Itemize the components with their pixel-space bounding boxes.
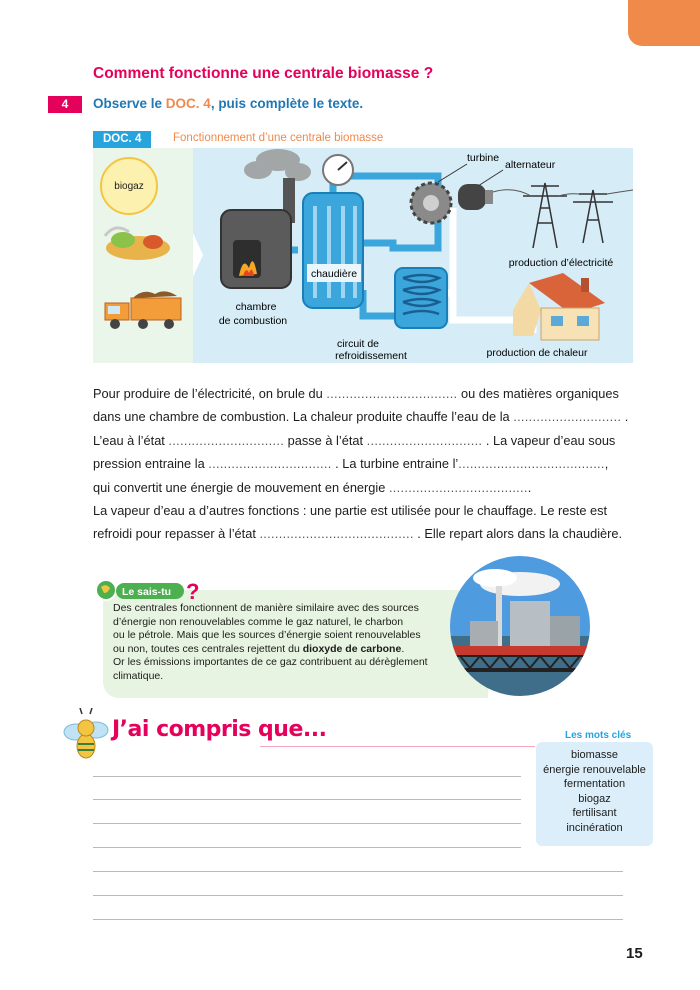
blank-3[interactable]: .............................. (168, 432, 285, 448)
blank-7[interactable]: .................................... (388, 479, 528, 495)
answer-line-7[interactable] (93, 919, 623, 920)
power-plant-photo (450, 556, 590, 696)
text-segment: . (401, 642, 405, 655)
text-segment: . (621, 409, 629, 425)
sais-tu-line: ou le pétrole. Mais que les sources d’énergie soient renouvelables (113, 629, 421, 641)
question-text (93, 96, 363, 111)
blank-2[interactable]: ............................ (513, 409, 622, 425)
answer-line-2[interactable] (93, 799, 521, 800)
keywords-title: Les mots clés (565, 730, 632, 741)
text-segment: dans une chambre de combustion. La chaleur produite chauffe l’eau de la (93, 409, 514, 425)
sais-tu-line: climatique. (113, 669, 164, 682)
blank-8[interactable]: ........................................ (259, 526, 414, 542)
blank-4[interactable]: .............................. (366, 432, 483, 448)
label-biogaz: biogaz (114, 181, 144, 192)
text-segment: pression entraine la (93, 456, 209, 472)
label-chambre-1: chambre (235, 301, 277, 313)
answer-line-4[interactable] (93, 847, 521, 848)
biomass-plant-diagram (93, 148, 633, 363)
keyword-item: biogaz (578, 792, 611, 805)
sais-tu-line: d’énergie non renouvelables comme le gaz naturel, le charbon (113, 615, 404, 628)
text-line-1 (93, 382, 638, 405)
label-circuit-2: refroidissement (335, 350, 407, 362)
text-line-4 (93, 452, 638, 475)
text-segment: . (527, 479, 532, 495)
blank-6[interactable]: ...................................... (458, 456, 605, 472)
bee-mascot-icon (62, 708, 110, 764)
text-line-2 (93, 405, 638, 428)
text-segment: passe à l’état (284, 432, 367, 448)
label-alternateur: alternateur (505, 159, 556, 171)
text-segment: ou non, toutes ces centrales rejettent du (113, 642, 303, 655)
doc-caption: Fonctionnement d’une centrale biomasse (173, 132, 384, 144)
label-production-electricite: production d’électricité (508, 257, 614, 269)
question-mark-icon: ? (186, 579, 200, 603)
sais-tu-line: Or les émissions importantes de ce gaz contribuent au dérèglement (113, 656, 428, 668)
text-segment: Pour produire de l’électricité, on brule du (93, 386, 327, 401)
answer-line-5[interactable] (93, 871, 623, 872)
doc-label: DOC. 4 (93, 131, 151, 149)
page-number: 15 (626, 945, 643, 962)
sais-tu-text (113, 602, 473, 683)
text-line-3 (93, 429, 638, 452)
label-chaudiere: chaudière (310, 268, 358, 280)
keyword-item: énergie renouvelable (543, 763, 646, 776)
question-number: 4 (48, 96, 82, 113)
blank-1[interactable]: .................................. (326, 386, 458, 401)
keyword-item: biomasse (570, 749, 619, 761)
title-underline (260, 746, 535, 747)
text-line-7 (93, 522, 638, 545)
corner-tab (628, 0, 700, 46)
label-chambre-2: de combustion (218, 315, 288, 327)
text-segment: ou des matières organiques (457, 386, 619, 401)
answer-line-1[interactable] (93, 776, 521, 777)
turbine (411, 183, 451, 223)
fill-in-text (93, 382, 638, 546)
keyword-item: incinération (566, 821, 623, 834)
text-segment: . La vapeur d’eau sous (482, 432, 616, 448)
question-text-after: , puis complète le texte. (210, 96, 364, 111)
sais-tu-title: Le sais-tu (122, 586, 172, 598)
text-line-6: La vapeur d’eau a d’autres fonctions : une partie est utilisée pour le chauffage. Le reste est (93, 503, 608, 519)
text-segment: qui convertit une énergie de mouvement en énergie (93, 479, 389, 495)
keyword-item: fermentation (563, 778, 626, 791)
answer-line-6[interactable] (93, 895, 623, 896)
sais-tu-line (113, 643, 473, 657)
question-doc-ref: DOC. 4 (165, 96, 211, 111)
text-segment: refroidi pour repasser à l’état (93, 526, 260, 542)
text-segment: L’eau à l’état (93, 432, 169, 448)
section-title: Comment fonctionne une centrale biomasse ? (93, 65, 434, 82)
sais-tu-badge (94, 577, 204, 603)
label-turbine: turbine (466, 152, 500, 164)
label-circuit-1: circuit de (336, 338, 380, 350)
text-line-5 (93, 476, 638, 499)
text-segment: . Elle repart alors dans la chaudière. (413, 526, 623, 542)
answer-line-3[interactable] (93, 823, 521, 824)
keywords-box (536, 742, 653, 846)
highlight-co2: dioxyde de carbone (302, 642, 402, 655)
keyword-item: fertilisant (572, 807, 617, 820)
question-text-before: Observe le (93, 96, 166, 111)
label-production-chaleur: production de chaleur (486, 347, 588, 359)
text-segment: . La turbine entraine l’ (331, 456, 459, 472)
text-segment: , (604, 456, 609, 472)
compris-title: J’ai compris que... (112, 717, 327, 742)
blank-5[interactable]: ................................ (208, 456, 332, 472)
sais-tu-line: Des centrales fonctionnent de manière similaire avec des sources (113, 602, 419, 614)
cooling-coil (395, 268, 447, 328)
